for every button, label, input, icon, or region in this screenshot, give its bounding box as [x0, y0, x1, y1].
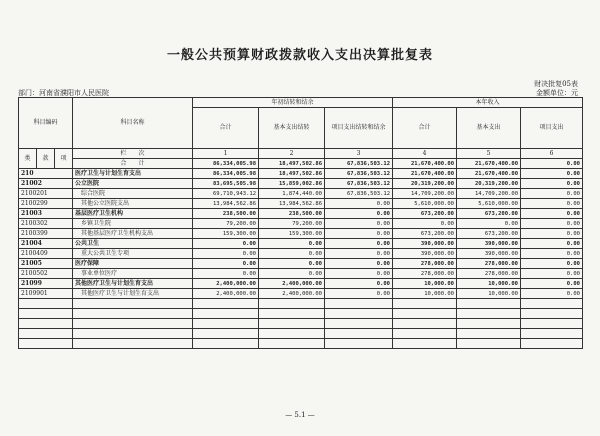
amount-cell: 0.00 [521, 199, 583, 209]
amount-cell: 20,319,200.00 [393, 179, 457, 189]
amount-cell: 0.00 [259, 259, 325, 269]
amount-cell: 21,670,400.00 [393, 169, 457, 179]
total-value: 0.00 [521, 159, 583, 169]
subject-name: 其他医疗卫生与计划生育支出 [73, 279, 193, 289]
table-row [19, 279, 583, 289]
amount-cell: 0.00 [521, 259, 583, 269]
subject-name: 医疗卫生与计划生育支出 [73, 169, 193, 179]
empty-row [19, 319, 583, 329]
subject-name: 乡镇卫生院 [73, 219, 193, 229]
amount-cell: 0.00 [457, 219, 521, 229]
amount-cell: 2,400,000.00 [259, 279, 325, 289]
col-basic-carry-header: 基本支出结转 [259, 108, 325, 149]
total-label: 合 计 [73, 159, 193, 169]
empty-row [19, 309, 583, 319]
subject-code: 21004 [19, 239, 73, 249]
subject-code: 21002 [19, 179, 73, 189]
amount-cell: 0.00 [521, 179, 583, 189]
subject-code: 2109901 [19, 289, 73, 299]
amount-cell: 673,200.00 [393, 229, 457, 239]
amount-cell: 10,000.00 [393, 289, 457, 299]
form-code: 财决批复05表 [534, 80, 578, 88]
amount-cell: 0.00 [193, 239, 259, 249]
col-total2-header: 合计 [393, 108, 457, 149]
amount-cell: 0.00 [325, 279, 393, 289]
amount-cell: 2,400,000.00 [193, 279, 259, 289]
budget-table [18, 97, 583, 349]
col-index-3: 3 [325, 149, 393, 159]
amount-cell: 67,836,503.12 [325, 179, 393, 189]
amount-cell: 1,874,440.00 [259, 189, 325, 199]
amount-cell: 10,000.00 [457, 279, 521, 289]
amount-cell: 0.00 [325, 289, 393, 299]
amount-cell: 0.00 [259, 239, 325, 249]
amount-cell: 0.00 [193, 259, 259, 269]
amount-cell: 278,000.00 [393, 259, 457, 269]
amount-cell: 0.00 [325, 219, 393, 229]
amount-cell: 0.00 [325, 209, 393, 219]
department-label: 部门：河南省濮阳市人民医院 [18, 89, 109, 97]
amount-cell: 20,319,200.00 [457, 179, 521, 189]
subject-name: 其他基层医疗卫生机构支出 [73, 229, 193, 239]
total-value: 18,497,502.86 [259, 159, 325, 169]
amount-cell: 2,400,000.00 [193, 289, 259, 299]
total-value: 86,334,005.98 [193, 159, 259, 169]
empty-row [19, 299, 583, 309]
empty-row [19, 329, 583, 339]
subject-name: 公共卫生 [73, 239, 193, 249]
amount-cell: 14,709,200.00 [393, 189, 457, 199]
subject-name: 其他医疗卫生与计划生育支出 [73, 289, 193, 299]
amount-cell: 0.00 [193, 269, 259, 279]
amount-cell: 0.00 [325, 239, 393, 249]
amount-cell: 15,859,002.86 [259, 179, 325, 189]
amount-cell: 0.00 [521, 209, 583, 219]
amount-cell: 0.00 [521, 239, 583, 249]
amount-cell: 67,836,503.12 [325, 169, 393, 179]
amount-cell: 67,836,503.12 [325, 189, 393, 199]
table-body [19, 169, 583, 349]
amount-cell: 13,984,562.86 [259, 199, 325, 209]
table-row [19, 289, 583, 299]
amount-cell: 79,200.00 [259, 219, 325, 229]
subject-code: 2100409 [19, 249, 73, 259]
col-index-4: 4 [393, 149, 457, 159]
amount-cell: 13,984,562.86 [193, 199, 259, 209]
amount-cell: 0.00 [259, 249, 325, 259]
subject-code: 2100399 [19, 229, 73, 239]
total-value: 21,670,400.00 [393, 159, 457, 169]
amount-cell: 86,334,005.98 [193, 169, 259, 179]
amount-cell: 238,500.00 [193, 209, 259, 219]
table-row [19, 189, 583, 199]
kuan-header: 款 [37, 149, 55, 169]
subject-code: 21005 [19, 259, 73, 269]
amount-cell: 278,000.00 [457, 259, 521, 269]
amount-cell: 2,400,000.00 [259, 289, 325, 299]
table-row [19, 269, 583, 279]
amount-cell: 0.00 [521, 169, 583, 179]
amount-cell: 83,695,505.98 [193, 179, 259, 189]
amount-cell: 159,300.00 [259, 229, 325, 239]
col-basic-header: 基本支出 [457, 108, 521, 149]
subject-name: 事业单位医疗 [73, 269, 193, 279]
amount-cell: 159,300.00 [193, 229, 259, 239]
amount-cell: 390,000.00 [457, 239, 521, 249]
amount-cell: 0.00 [521, 269, 583, 279]
table-row [19, 229, 583, 239]
subject-code: 21099 [19, 279, 73, 289]
subject-code: 2100299 [19, 199, 73, 209]
amount-cell: 0.00 [259, 269, 325, 279]
amount-cell: 69,710,943.12 [193, 189, 259, 199]
page-title: 一般公共预算财政拨款收入支出决算批复表 [166, 48, 433, 63]
subject-name: 基层医疗卫生机构 [73, 209, 193, 219]
subject-code: 21003 [19, 209, 73, 219]
subject-name: 医疗保障 [73, 259, 193, 269]
amount-cell: 5,610,000.00 [393, 199, 457, 209]
lei-header: 类 [19, 149, 37, 169]
total-value: 21,670,400.00 [457, 159, 521, 169]
total-value: 67,836,503.12 [325, 159, 393, 169]
amount-cell: 278,000.00 [457, 269, 521, 279]
amount-cell: 10,000.00 [457, 289, 521, 299]
amount-cell: 238,500.00 [259, 209, 325, 219]
unit-label: 金额单位：元 [536, 89, 578, 97]
amount-cell: 0.00 [325, 229, 393, 239]
amount-cell: 14,709,200.00 [457, 189, 521, 199]
xiang-header: 项 [55, 149, 73, 169]
amount-cell: 0.00 [325, 199, 393, 209]
table-row [19, 209, 583, 219]
amount-cell: 0.00 [193, 249, 259, 259]
col-project-header: 项目支出 [521, 108, 583, 149]
col-index-6: 6 [521, 149, 583, 159]
amount-cell: 0.00 [325, 269, 393, 279]
amount-cell: 0.00 [325, 249, 393, 259]
amount-cell: 10,000.00 [393, 279, 457, 289]
subject-name: 重大公共卫生专项 [73, 249, 193, 259]
begin-balance-header: 年初结转和结余 [193, 98, 393, 108]
table-row [19, 199, 583, 209]
amount-cell: 0.00 [521, 289, 583, 299]
table-row [19, 219, 583, 229]
amount-cell: 0.00 [521, 279, 583, 289]
lanci-label: 栏 次 [73, 149, 193, 159]
amount-cell: 0.00 [521, 229, 583, 239]
amount-cell: 79,200.00 [193, 219, 259, 229]
subject-name: 公立医院 [73, 179, 193, 189]
amount-cell: 390,000.00 [393, 249, 457, 259]
amount-cell: 0.00 [521, 189, 583, 199]
amount-cell: 0.00 [325, 259, 393, 269]
subject-code: 210 [19, 169, 73, 179]
amount-cell: 673,200.00 [393, 209, 457, 219]
amount-cell: 390,000.00 [393, 239, 457, 249]
amount-cell: 673,200.00 [457, 229, 521, 239]
col-index-1: 1 [193, 149, 259, 159]
empty-row [19, 339, 583, 349]
subject-name: 其他公立医院支出 [73, 199, 193, 209]
table-row [19, 259, 583, 269]
amount-cell: 21,670,400.00 [457, 169, 521, 179]
subject-name-header: 科目名称 [73, 98, 193, 149]
table-row [19, 249, 583, 259]
amount-cell: 390,000.00 [457, 249, 521, 259]
col-index-5: 5 [457, 149, 521, 159]
subject-code: 2100502 [19, 269, 73, 279]
subject-code: 2100302 [19, 219, 73, 229]
table-row [19, 169, 583, 179]
amount-cell: 5,610,000.00 [457, 199, 521, 209]
annual-income-header: 本年收入 [393, 98, 583, 108]
amount-cell: 0.00 [521, 219, 583, 229]
amount-cell: 278,000.00 [393, 269, 457, 279]
table-row [19, 179, 583, 189]
amount-cell: 673,200.00 [457, 209, 521, 219]
amount-cell: 0.00 [521, 249, 583, 259]
col-project-carry-header: 项目支出结转和结余 [325, 108, 393, 149]
subject-code-header: 科目编码 [19, 98, 73, 149]
page-number: — 5.1 — [285, 411, 315, 419]
col-index-2: 2 [259, 149, 325, 159]
table-row [19, 239, 583, 249]
subject-name: 综合医院 [73, 189, 193, 199]
amount-cell: 18,497,502.86 [259, 169, 325, 179]
subject-code: 2100201 [19, 189, 73, 199]
amount-cell: 0.00 [393, 219, 457, 229]
col-total-header: 合计 [193, 108, 259, 149]
